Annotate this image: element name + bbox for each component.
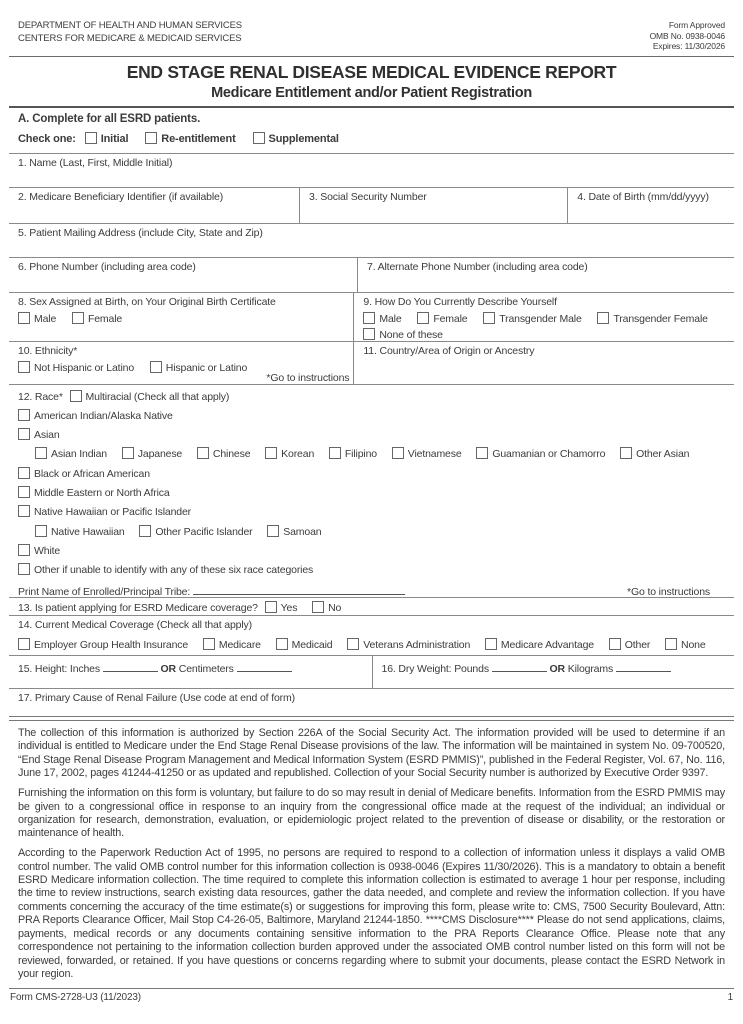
checkbox-icon[interactable] (203, 638, 215, 650)
checkbox-icon[interactable] (18, 486, 30, 498)
tribe-label: Print Name of Enrolled/Principal Tribe: (18, 586, 191, 599)
checkbox-icon[interactable] (276, 638, 288, 650)
checkbox-label: White (34, 544, 61, 557)
checkbox-icon[interactable] (485, 638, 497, 650)
dry-weight-line (382, 662, 727, 676)
checkbox-label: Male (34, 312, 57, 325)
checkbox-samoan[interactable] (267, 523, 321, 542)
form-number: Form CMS-2728-U3 (11/2023) (10, 992, 141, 1004)
form-approved-label: Form Approved (668, 20, 725, 30)
checkbox-middle-eastern-north-africa[interactable] (18, 484, 170, 503)
race-option-line (18, 542, 726, 561)
page-footer (9, 988, 734, 1004)
field-dry-weight-label: 16. Dry Weight: (381, 662, 452, 675)
checkbox-icon[interactable] (35, 447, 47, 459)
checkbox-label: Native Hawaiian or Pacific Islander (34, 506, 191, 519)
field-ssn-label: 3. Social Security Number (309, 190, 427, 203)
checkbox-not-hispanic[interactable] (18, 361, 134, 376)
checkbox-american-indian[interactable] (18, 407, 173, 426)
checkbox-icon[interactable] (18, 563, 30, 575)
checkbox-no[interactable] (312, 601, 341, 615)
weight-pounds-input-line[interactable] (492, 662, 547, 672)
checkbox-icon[interactable] (417, 312, 429, 324)
field-ethnicity (9, 342, 353, 385)
checkbox-icon[interactable] (18, 361, 30, 373)
checkbox-label: Female (433, 312, 468, 325)
checkbox-icon[interactable] (265, 447, 277, 459)
checkbox-label: Native Hawaiian (51, 525, 125, 538)
form-subtitle: Medicare Entitlement and/or Patient Registration (211, 84, 532, 101)
pacific-sub-options (18, 523, 726, 542)
checkbox-icon[interactable] (70, 390, 82, 402)
agency-line-2: CENTERS FOR MEDICARE & MEDICAID SERVICES (18, 32, 242, 44)
checkbox-transgender-male[interactable] (483, 312, 581, 327)
checkbox-icon[interactable] (139, 525, 151, 537)
field-row-6-7 (9, 257, 734, 292)
checkbox-icon[interactable] (145, 132, 157, 144)
height-line (18, 662, 364, 676)
checkbox-re-entitlement[interactable] (145, 130, 235, 148)
field-sex-at-birth-label: 8. Sex Assigned at Birth, on Your Original Birth Certificate (18, 295, 276, 308)
checkbox-veterans-administration[interactable] (347, 638, 470, 653)
checkbox-label: Chinese (212, 448, 251, 461)
checkbox-icon[interactable] (267, 525, 279, 537)
header-divider (9, 56, 734, 57)
legal-notices (9, 727, 734, 981)
checkbox-icon[interactable] (18, 312, 30, 324)
height-unit-inches: Inches (69, 662, 100, 675)
tribe-input-line[interactable] (193, 585, 405, 595)
field-dry-weight (372, 656, 735, 689)
checkbox-label: Asian Indian (51, 448, 107, 461)
checkbox-white[interactable] (18, 542, 60, 561)
checkbox-label: Vietnamese (407, 448, 462, 461)
check-one-label: Check one: (18, 132, 76, 145)
checkbox-icon[interactable] (620, 447, 632, 459)
field-race-label: 12. Race* (18, 390, 63, 403)
checkbox-multiracial[interactable] (70, 388, 230, 407)
field-mbi-label: 2. Medicare Beneficiary Identifier (if available) (18, 190, 224, 203)
field-phone-label: 6. Phone Number (including area code) (18, 260, 196, 273)
privacy-act-paragraph: The collection of this information is authorized by Section 226A of the Social Security Act. The information provided will be used to determine if an individual is entitled to Medicare under the End Stage Renal Disease provisions of the law. The information will be maintained in system No. 09-700520, “End Stage Renal Disease Program Management and Medical Information System (ESRD PMMIS)”, published in the Federal Register, Vol. 67, No. 116, June 17, 2002, pages 41244-41250 or as updated and republished. Collection of your Social Security number is authorized by Executive Order 9397. (18, 727, 725, 780)
checkbox-male[interactable] (18, 312, 56, 327)
checkbox-icon[interactable] (609, 638, 621, 650)
checkbox-female[interactable] (72, 312, 122, 327)
checkbox-label: Initial (100, 132, 129, 145)
checkbox-label: Transgender Male (499, 312, 582, 325)
go-to-instructions-note: *Go to instructions (627, 586, 710, 599)
checkbox-label: Guamanian or Chamorro (492, 448, 606, 461)
checkbox-label: Transgender Female (613, 312, 708, 325)
go-to-instructions-note: *Go to instructions (266, 371, 350, 384)
checkbox-label: Filipino (344, 448, 377, 461)
field-medical-coverage (9, 615, 734, 655)
field-height-label: 15. Height: (18, 662, 68, 675)
section-a-heading: A. Complete for all ESRD patients. (18, 112, 201, 125)
height-centimeters-input-line[interactable] (237, 662, 292, 672)
checkbox-label: Japanese (137, 448, 183, 461)
checkbox-icon[interactable] (253, 132, 265, 144)
checkbox-label: Medicare Advantage (500, 638, 594, 651)
field-height (9, 656, 372, 689)
race-option-line (18, 561, 726, 580)
field-medical-coverage-label: 14. Current Medical Coverage (Check all that apply) (18, 618, 252, 631)
field-alt-phone[interactable] (357, 258, 734, 293)
checkbox-supplemental[interactable] (253, 130, 339, 148)
voluntary-disclosure-paragraph: Furnishing the information on this form is voluntary, but failure to do so may result in denial of Medicare benefits. Information from the ESRD PMMIS may be given to a congressional office in response to an inquiry from the congressional office made at the request of the individual; an individual or organization for research, demonstration, evaluation, or epidemiologic project related to the prevention of disease or disability, or the restoration or maintenance of health. (18, 787, 725, 840)
field-sex-at-birth (9, 293, 353, 342)
checkbox-label: Hispanic or Latino (165, 361, 248, 374)
omb-number: OMB No. 0938-0046 (649, 30, 725, 41)
checkbox-label: Samoan (283, 525, 322, 538)
checkbox-initial[interactable] (85, 130, 129, 148)
tribe-write-in (18, 585, 405, 600)
checkbox-icon[interactable] (85, 132, 97, 144)
esrd-coverage-line (18, 601, 726, 615)
race-option-line (18, 426, 726, 445)
field-renal-failure-cause-label: 17. Primary Cause of Renal Failure (Use code at end of form) (18, 691, 295, 704)
checkbox-label: Black or African American (34, 467, 150, 480)
checkbox-native-hawaiian-pacific-islander[interactable] (18, 503, 191, 522)
checkbox-japanese[interactable] (122, 445, 182, 464)
checkbox-hispanic[interactable] (150, 361, 247, 376)
page-header (9, 20, 734, 52)
field-address-label: 5. Patient Mailing Address (include City, State and Zip) (18, 226, 263, 239)
checkbox-icon[interactable] (18, 638, 30, 650)
page-number: 1 (727, 992, 733, 1004)
checkbox-icon[interactable] (363, 312, 375, 324)
checkbox-label: No (328, 601, 342, 614)
checkbox-icon[interactable] (392, 447, 404, 459)
checkbox-asian[interactable] (18, 426, 60, 445)
checkbox-label: Korean (281, 448, 315, 461)
form-title: END STAGE RENAL DISEASE MEDICAL EVIDENCE REPORT (126, 61, 617, 82)
describe-yourself-options-row2 (363, 328, 726, 343)
checkbox-other-asian[interactable] (620, 445, 689, 464)
field-name-label: 1. Name (Last, First, Middle Initial) (18, 156, 173, 169)
race-option-line (18, 503, 726, 522)
agency-block (18, 20, 242, 45)
check-one-row (18, 130, 725, 148)
form-approval-block (650, 20, 725, 52)
height-unit-centimeters: Centimeters (178, 662, 234, 675)
field-describe-yourself-label: 9. How Do You Currently Describe Yourself (363, 295, 557, 308)
field-row-8-9 (9, 292, 734, 341)
checkbox-label: Male (379, 312, 402, 325)
checkbox-none-of-these[interactable] (363, 328, 442, 343)
checkbox-male[interactable] (363, 312, 401, 327)
field-phone[interactable] (9, 258, 357, 293)
race-header-line (18, 388, 726, 407)
field-alt-phone-label: 7. Alternate Phone Number (including area code) (367, 260, 588, 273)
checkbox-label: Supplemental (268, 132, 339, 145)
checkbox-label: Employer Group Health Insurance (34, 638, 189, 651)
weight-unit-pounds: Pounds (454, 662, 489, 675)
race-option-line (18, 465, 726, 484)
checkbox-icon[interactable] (150, 361, 162, 373)
checkbox-icon[interactable] (265, 601, 277, 613)
checkbox-none[interactable] (665, 638, 706, 653)
checkbox-icon[interactable] (18, 544, 30, 556)
section-a (9, 108, 734, 148)
checkbox-label: Not Hispanic or Latino (34, 361, 135, 374)
checkbox-medicaid[interactable] (276, 638, 333, 653)
checkbox-label: None (681, 638, 706, 651)
field-address[interactable] (9, 223, 734, 257)
checkbox-vietnamese[interactable] (392, 445, 462, 464)
race-option-line (18, 484, 726, 503)
checkbox-label: Other (624, 638, 651, 651)
checkbox-icon[interactable] (597, 312, 609, 324)
field-ethnicity-label: 10. Ethnicity* (18, 344, 78, 357)
checkbox-icon[interactable] (476, 447, 488, 459)
checkbox-label: Yes (280, 601, 298, 614)
checkbox-yes[interactable] (265, 601, 298, 615)
or-label: OR (549, 662, 565, 675)
checkbox-asian-indian[interactable] (35, 445, 107, 464)
field-table (9, 153, 734, 710)
field-race (9, 384, 734, 597)
field-row-2-3-4 (9, 187, 734, 223)
checkbox-employer-group-health-insurance[interactable] (18, 638, 188, 653)
field-dob[interactable] (567, 188, 734, 224)
checkbox-chinese[interactable] (197, 445, 250, 464)
checkbox-guamanian-chamorro[interactable] (476, 445, 605, 464)
checkbox-icon[interactable] (18, 505, 30, 517)
expiration-date: Expires: 11/30/2026 (652, 41, 725, 51)
race-option-line (18, 407, 726, 426)
checkbox-icon[interactable] (312, 601, 324, 613)
field-ssn[interactable] (299, 188, 567, 224)
checkbox-icon[interactable] (483, 312, 495, 324)
or-label: OR (160, 662, 176, 675)
agency-line-1: DEPARTMENT OF HEALTH AND HUMAN SERVICES (18, 20, 242, 31)
checkbox-label: Re-entitlement (161, 132, 236, 145)
checkbox-label: Female (87, 312, 123, 325)
checkbox-korean[interactable] (265, 445, 314, 464)
checkbox-medicare-advantage[interactable] (485, 638, 594, 653)
checkbox-label: Medicaid (291, 638, 333, 651)
field-row-10-11 (9, 341, 734, 384)
checkbox-icon[interactable] (18, 428, 30, 440)
asian-sub-options (18, 445, 726, 464)
field-renal-failure-cause[interactable] (9, 688, 734, 710)
field-dob-label: 4. Date of Birth (mm/dd/yyyy) (577, 190, 709, 203)
checkbox-medicare[interactable] (203, 638, 261, 653)
checkbox-icon[interactable] (347, 638, 359, 650)
checkbox-label: American Indian/Alaska Native (34, 409, 173, 422)
checkbox-label: Asian (34, 429, 60, 442)
checkbox-icon[interactable] (72, 312, 84, 324)
field-row-15-16 (9, 655, 734, 688)
weight-kilograms-input-line[interactable] (616, 662, 671, 672)
field-mbi[interactable] (9, 188, 299, 224)
checkbox-label: None of these (379, 328, 443, 341)
checkbox-label: Veterans Administration (363, 638, 471, 651)
checkbox-other-race[interactable] (18, 561, 313, 580)
checkbox-native-hawaiian[interactable] (35, 523, 125, 542)
describe-yourself-options-row1 (363, 312, 726, 327)
checkbox-icon[interactable] (122, 447, 134, 459)
checkbox-female[interactable] (417, 312, 467, 327)
checkbox-icon[interactable] (18, 409, 30, 421)
medical-coverage-options (18, 638, 726, 653)
section-divider (9, 716, 734, 721)
checkbox-icon[interactable] (329, 447, 341, 459)
checkbox-other-pacific-islander[interactable] (139, 523, 252, 542)
paperwork-reduction-act-paragraph: According to the Paperwork Reduction Act of 1995, no persons are required to respond to a collection of information unless it displays a valid OMB control number. The valid OMB control number for this information collection is 0938-0046 (Expires 11/30/2026). This is a mandatory to obtain a benefit ESRD Medicare information collection. The time required to complete this information collection is estimated to average 1 hour per response, including the time to review instructions, search existing data resources, gather the data needed, and complete and review the information collection. If you have comments concerning the accuracy of the time estimate(s) or suggestions for improving this form, please write to: CMS, 7500 Security Boulevard, Attn: PRA Reports Clearance Officer, Mail Stop C4-26-05, Baltimore, Maryland 21244-1850. ****CMS Disclosure**** Please do not send applications, claims, payments, medical records or any documents containing sensitive information to the PRA Reports Clearance Office. Please note that any correspondence not pertaining to the information collection burden approved under the associated OMB control number listed on this form will not be reviewed, forwarded, or retained. If you have questions or concerns regarding where to submit your documents, please contact the ESRD Network in your region. (18, 847, 725, 980)
field-esrd-coverage-label: 13. Is patient applying for ESRD Medicare coverage? (18, 601, 258, 614)
checkbox-icon[interactable] (35, 525, 47, 537)
field-origin[interactable] (353, 342, 734, 385)
checkbox-filipino[interactable] (329, 445, 377, 464)
checkbox-icon[interactable] (363, 328, 375, 340)
height-inches-input-line[interactable] (103, 662, 158, 672)
checkbox-icon[interactable] (665, 638, 677, 650)
checkbox-label: Other Pacific Islander (155, 525, 253, 538)
checkbox-label: Medicare (218, 638, 261, 651)
checkbox-label: Other Asian (636, 448, 690, 461)
field-describe-yourself (353, 293, 734, 342)
checkbox-icon[interactable] (197, 447, 209, 459)
checkbox-label: Other if unable to identify with any of these six race categories (34, 564, 314, 577)
checkbox-label: Multiracial (Check all that apply) (85, 390, 230, 403)
checkbox-icon[interactable] (18, 467, 30, 479)
field-name[interactable] (9, 153, 734, 187)
checkbox-black-african-american[interactable] (18, 465, 150, 484)
weight-unit-kilograms: Kilograms (567, 662, 614, 675)
checkbox-other[interactable] (609, 638, 651, 653)
field-origin-label: 11. Country/Area of Origin or Ancestry (363, 344, 535, 357)
checkbox-transgender-female[interactable] (597, 312, 707, 327)
sex-at-birth-options (18, 312, 345, 327)
checkbox-label: Middle Eastern or North Africa (34, 486, 170, 499)
